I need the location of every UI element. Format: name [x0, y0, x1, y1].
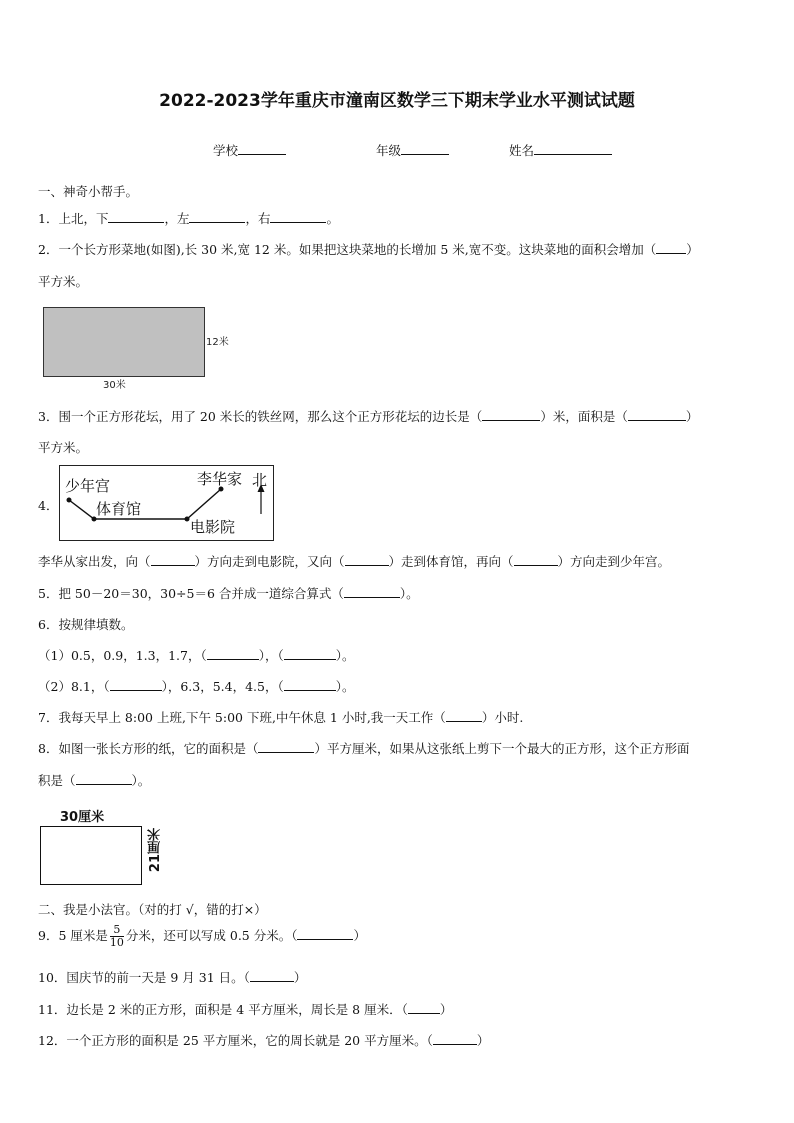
q10-end: ）	[293, 970, 307, 985]
label-north: 北	[252, 471, 268, 489]
q5-text: 5．把 50－20＝30，30÷5＝6 合并成一道综合算式（	[38, 586, 344, 601]
q4-number: 4．	[38, 498, 59, 513]
route-map	[59, 465, 274, 541]
page-title: 2022-2023学年重庆市潼南区数学三下期末学业水平测试试题	[159, 91, 635, 111]
q11-text: 11．边长是 2 米的正方形，面积是 4 平方厘米，周长是 8 厘米．（	[38, 1002, 408, 1017]
field-length-label: 30米	[103, 380, 126, 391]
q7-end: ）小时.	[481, 710, 524, 725]
question-3	[38, 407, 698, 425]
q3-blank-side[interactable]	[482, 409, 540, 421]
question-10	[38, 968, 306, 986]
q8-blank-square[interactable]	[76, 773, 132, 785]
question-1	[38, 209, 339, 227]
q9-end: ）	[353, 928, 366, 943]
q4-text-b: ）方向走到电影院，又向（	[194, 554, 345, 569]
q4-blank-1[interactable]	[151, 554, 195, 566]
paper-rectangle	[40, 826, 142, 885]
q8-text-d: ）。	[131, 773, 151, 788]
school-blank[interactable]	[238, 142, 286, 155]
q9-blank[interactable]	[297, 928, 353, 940]
label-shaoniangong: 少年宫	[65, 477, 111, 495]
shaoniangong-dot	[67, 498, 72, 503]
name-field[interactable]	[509, 141, 612, 159]
paper-length-label: 30厘米	[60, 810, 105, 825]
q12-end: ）	[476, 1033, 490, 1048]
q4-text-a: 李华从家出发，向（	[38, 554, 151, 569]
q5-end: ）。	[399, 586, 419, 601]
label-lihuajia: 李华家	[197, 470, 243, 488]
q3-text-c: ）	[685, 409, 699, 424]
question-9	[38, 924, 366, 949]
q4-blank-2[interactable]	[345, 554, 389, 566]
q10-text: 10．国庆节的前一天是 9 月 31 日。（	[38, 970, 250, 985]
q12-blank[interactable]	[433, 1033, 477, 1045]
q6-part-2	[38, 677, 355, 695]
q6-p1-text-c: ）。	[335, 648, 355, 663]
q9-text-a: 9．5 厘米是	[38, 928, 108, 943]
q2-line2: 平方米。	[38, 274, 89, 289]
q2-text: 2．一个长方形菜地(如图),长 30 米,宽 12 米。如果把这块菜地的长增加 5 米,宽不变。这块菜地的面积会增加（	[38, 242, 657, 257]
name-label: 姓名	[509, 143, 535, 158]
q3-blank-area[interactable]	[628, 409, 686, 421]
q6-p2-text-c: ）。	[335, 679, 355, 694]
school-field[interactable]	[213, 141, 286, 159]
paper-width-label: 21厘米	[148, 828, 163, 873]
school-label: 学校	[213, 143, 239, 158]
fraction-5-10	[110, 924, 124, 949]
label-tiyuguan: 体育馆	[96, 500, 142, 518]
dianyingyuan-dot	[185, 517, 190, 522]
grade-label: 年级	[376, 143, 402, 158]
q8-text-a: 8．如图一张长方形的纸，它的面积是（	[38, 741, 259, 756]
q2-blank[interactable]	[656, 242, 686, 254]
q9-text-b: 分米，还可以写成 0.5 分米。（	[125, 928, 298, 943]
q1-blank-right[interactable]	[270, 211, 326, 223]
q11-blank[interactable]	[408, 1002, 440, 1014]
q1-prefix: 1．上北，下	[38, 211, 109, 226]
section2-heading: 二、我是小法官。（对的打 √，错的打×）	[38, 902, 267, 917]
q1-blank-left[interactable]	[189, 211, 245, 223]
question-12	[38, 1031, 489, 1049]
q1-blank-down[interactable]	[108, 211, 164, 223]
q3-text-b: ）米，面积是（	[540, 409, 628, 424]
q6-p1-blank-1[interactable]	[207, 648, 259, 660]
q6-p2-blank-2[interactable]	[284, 679, 336, 691]
q6-heading: 6．按规律填数。	[38, 617, 134, 632]
q6-p1-text-a: （1）0.5，0.9，1.3，1.7，（	[38, 648, 207, 663]
grade-field[interactable]	[376, 141, 449, 159]
question-7	[38, 708, 523, 726]
q4-blank-3[interactable]	[514, 554, 558, 566]
q4-text	[38, 552, 670, 570]
question-11	[38, 1000, 452, 1018]
label-dianyingyuan: 电影院	[190, 518, 236, 536]
q10-blank[interactable]	[250, 970, 294, 982]
q6-p2-text-a: （2）8.1，（	[38, 679, 110, 694]
q6-part-1	[38, 646, 355, 664]
q4-text-c: ）走到体育馆，再向（	[388, 554, 514, 569]
q8-blank-area[interactable]	[258, 741, 314, 753]
q6-p1-blank-2[interactable]	[284, 648, 336, 660]
name-blank[interactable]	[534, 142, 612, 155]
q4-text-d: ）方向走到少年宫。	[557, 554, 671, 569]
fraction-numerator: 5	[110, 924, 124, 937]
question-2	[38, 240, 699, 258]
q12-text: 12．一个正方形的面积是 25 平方厘米，它的周长就是 20 平方厘米。（	[38, 1033, 433, 1048]
vegetable-field-rectangle	[43, 307, 205, 377]
q8-text-c: 积是（	[38, 773, 76, 788]
q11-end: ）	[439, 1002, 453, 1017]
q3-text-a: 3．围一个正方形花坛，用了 20 米长的铁丝网，那么这个正方形花坛的边长是（	[38, 409, 483, 424]
question-8	[38, 739, 689, 757]
q3-line2: 平方米。	[38, 440, 89, 455]
section1-heading: 一、神奇小帮手。	[38, 184, 139, 199]
fraction-denominator: 10	[109, 936, 124, 949]
q7-blank[interactable]	[446, 710, 482, 722]
q6-p2-text-b: ），6.3，5.4，4.5，（	[161, 679, 284, 694]
q8-text-b: ）平方厘米，如果从这张纸上剪下一个最大的正方形，这个正方形面	[314, 741, 690, 756]
q6-p2-blank-1[interactable]	[110, 679, 162, 691]
q1-left-text: ，左	[164, 211, 190, 226]
q7-text: 7．我每天早上 8:00 上班,下午 5:00 下班,中午休息 1 小时,我一天工作（	[38, 710, 446, 725]
field-width-label: 12米	[206, 337, 229, 348]
q6-p1-text-b: ），（	[258, 648, 284, 663]
q1-end: 。	[326, 211, 339, 226]
q1-right-text: ，右	[245, 211, 271, 226]
q5-blank[interactable]	[344, 586, 400, 598]
q2-close: ）	[686, 242, 699, 257]
question-5	[38, 584, 419, 602]
grade-blank[interactable]	[401, 142, 449, 155]
q8-line2	[38, 771, 150, 789]
